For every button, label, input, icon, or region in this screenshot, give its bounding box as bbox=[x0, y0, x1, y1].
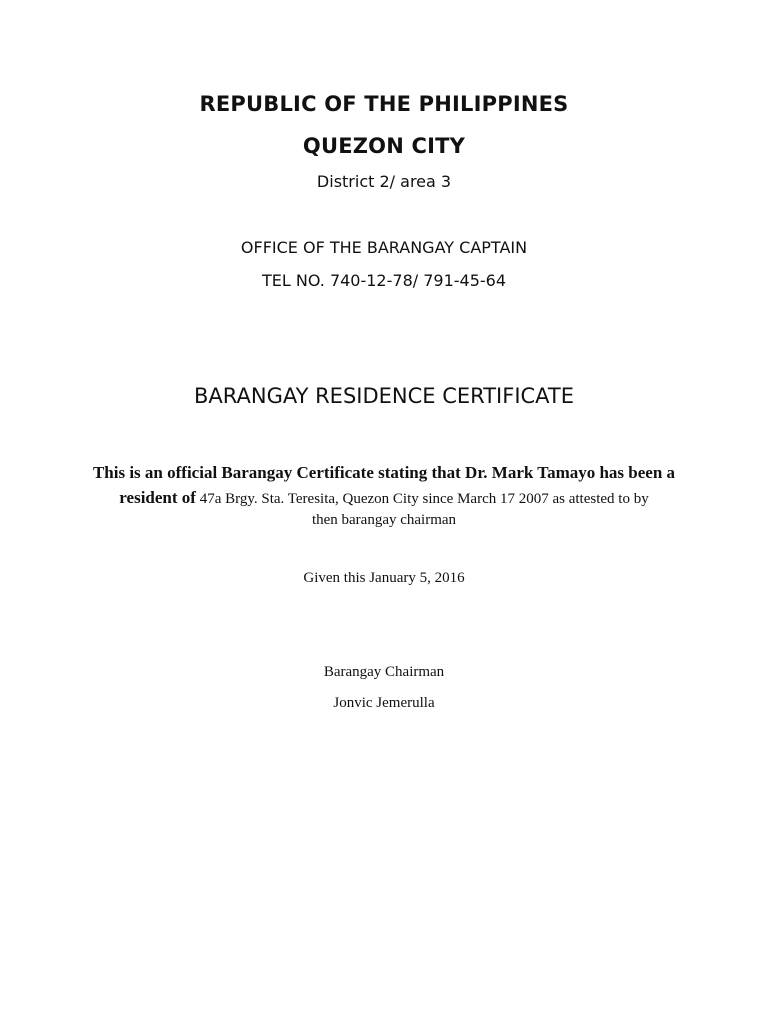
statement-rest-2: 47a Brgy. Sta. Teresita, Quezon City since March 17 2007 as attested to by bbox=[195, 491, 649, 507]
statement-bold-2: resident of bbox=[119, 488, 196, 507]
statement-line-3: then barangay chairman bbox=[311, 512, 457, 528]
city-heading: QUEZON CITY bbox=[302, 134, 466, 158]
office-text: OFFICE OF THE BARANGAY CAPTAIN bbox=[240, 238, 528, 257]
country-heading: REPUBLIC OF THE PHILIPPINES bbox=[199, 92, 569, 116]
statement-line-2 bbox=[0, 487, 768, 510]
signatory-name: Jonvic Jemerulla bbox=[333, 695, 435, 711]
certificate-title: BARANGAY RESIDENCE CERTIFICATE bbox=[193, 384, 575, 408]
given-date: Given this January 5, 2016 bbox=[303, 570, 465, 586]
district-text: District 2/ area 3 bbox=[316, 172, 452, 191]
tel-text: TEL NO. 740-12-78/ 791-45-64 bbox=[261, 271, 507, 290]
signatory-position: Barangay Chairman bbox=[323, 664, 445, 680]
statement-bold-1: This is an official Barangay Certificate stating that Dr. Mark Tamayo has been a bbox=[92, 463, 676, 482]
statement-line-1 bbox=[0, 462, 768, 485]
